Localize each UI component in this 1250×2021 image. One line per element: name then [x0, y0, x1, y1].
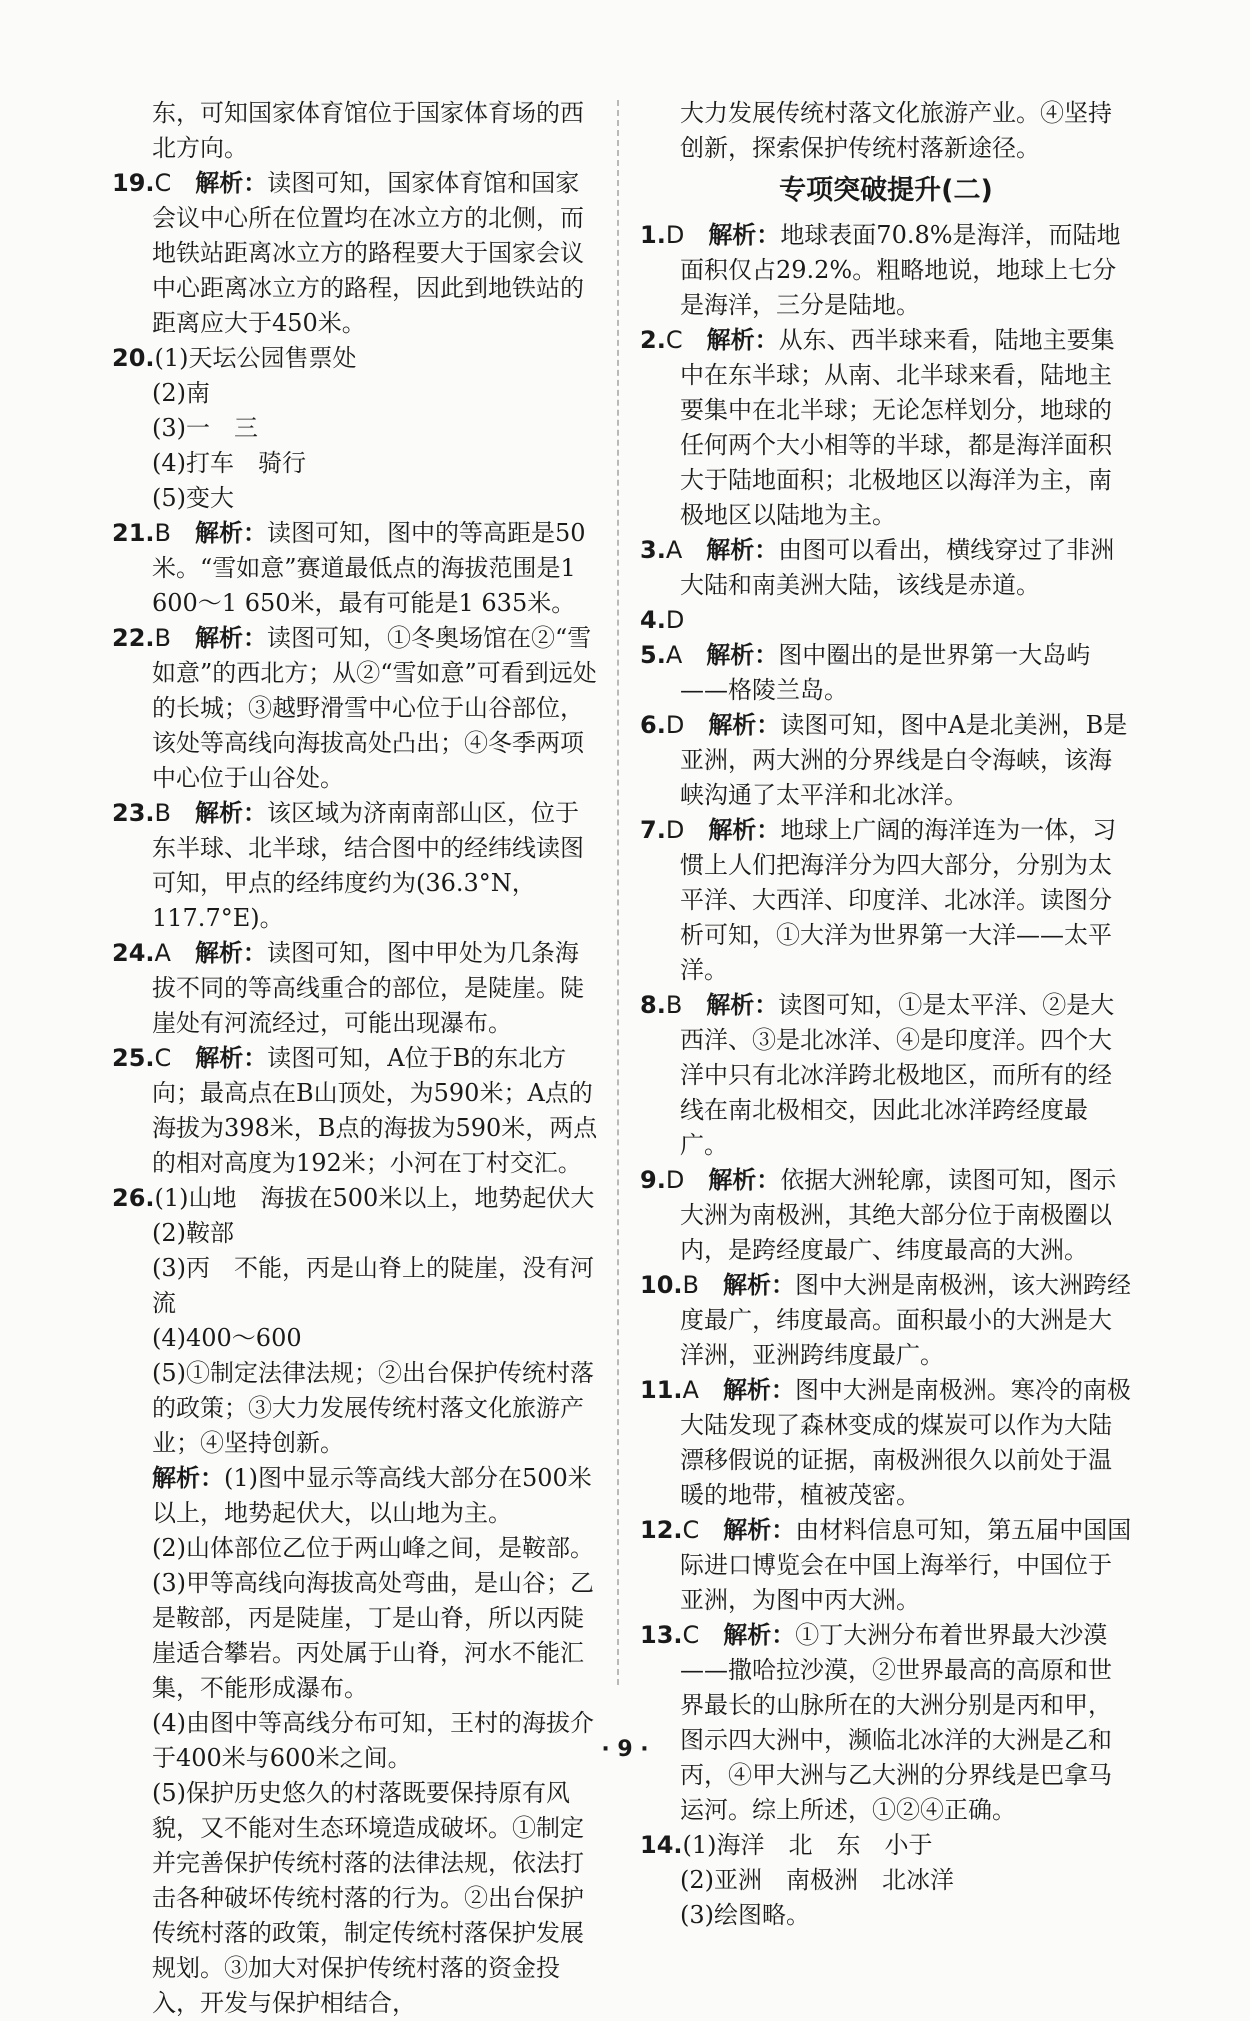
analysis-label: 解析： — [708, 1166, 781, 1194]
answer-25 — [112, 1041, 598, 1181]
analysis-label: 解析： — [706, 991, 779, 1019]
analysis-label: 解析： — [706, 536, 779, 564]
answer-choice: C — [665, 326, 683, 354]
analysis-label: 解析： — [708, 711, 781, 739]
answer-choice: D — [665, 1166, 685, 1194]
sub-answer: (2)南 — [152, 379, 210, 407]
sub-answer: (1)山地 海拔在500米以上，地势起伏大 — [154, 1184, 595, 1212]
analysis-label: 解析： — [708, 816, 781, 844]
answer-6 — [640, 708, 1132, 813]
answer-9 — [640, 1163, 1132, 1268]
answer-24 — [112, 936, 598, 1041]
analysis-paragraph: (2)山体部位乙位于两山峰之间，是鞍部。 — [152, 1534, 594, 1562]
question-number: 23. — [112, 799, 155, 827]
question-number: 4. — [640, 606, 666, 634]
answer-20 — [112, 341, 598, 376]
sub-answer: (4)打车 骑行 — [152, 449, 306, 477]
analysis-label: 解析： — [195, 1044, 268, 1072]
answer-23 — [112, 796, 598, 936]
page-number: · 9 · — [601, 1737, 649, 1762]
sub-answer: (3)绘图略。 — [680, 1901, 810, 1929]
answer-1 — [640, 218, 1132, 323]
analysis-label: 解析： — [722, 1376, 795, 1404]
answer-14 — [640, 1828, 1132, 1863]
analysis-text: 由图可以看出，横线穿过了非洲大陆和南美洲大陆，该线是赤道。 — [680, 536, 1115, 599]
question-number: 24. — [112, 939, 155, 967]
analysis-paragraph — [112, 1461, 598, 1531]
question-number: 26. — [112, 1184, 155, 1212]
analysis-label: 解析： — [706, 326, 779, 354]
analysis-text: 读图可知，图中甲处为几条海拔不同的等高线重合的部位，是陡崖。陡崖处有河流经过，可能出现瀑布。 — [152, 939, 584, 1037]
sub-answer: (2)鞍部 — [152, 1219, 234, 1247]
answer-choice: D — [665, 816, 685, 844]
question-number: 5. — [640, 641, 666, 669]
analysis-label: 解析： — [194, 519, 267, 547]
analysis-text: (1)图中显示等高线大部分在500米以上，地势起伏大，以山地为主。 — [152, 1464, 592, 1527]
analysis-label: 解析： — [194, 799, 267, 827]
question-number: 9. — [640, 1166, 666, 1194]
analysis-paragraph: (4)由图中等高线分布可知，王村的海拔介于400米与600米之间。 — [152, 1709, 594, 1772]
answer-12 — [640, 1513, 1132, 1618]
answer-choice: A — [682, 1376, 699, 1404]
answer-choice: A — [665, 641, 683, 669]
analysis-label: 解析： — [195, 169, 268, 197]
answer-5 — [640, 638, 1132, 708]
right-column — [640, 96, 1132, 1933]
analysis-text: 图中大洲是南极洲。寒冷的南极大陆发现了森林变成的煤炭可以作为大陆漂移假说的证据，南极洲很久以前处于温暖的地带，植被茂密。 — [680, 1376, 1131, 1509]
section-title: 专项突破提升(二) — [779, 175, 993, 206]
question-number: 19. — [112, 169, 155, 197]
answer-choice: B — [665, 991, 683, 1019]
analysis-text: 读图可知，A位于B的东北方向；最高点在B山顶处，为590米；A点的海拔为398米，B点的海拔为590米，两点的相对高度为192米；小河在丁村交汇。 — [152, 1044, 598, 1177]
answer-19 — [112, 166, 598, 341]
analysis-text: 从东、西半球来看，陆地主要集中在东半球；从南、北半球来看，陆地主要集中在北半球；无论怎样划分，地球的任何两个大小相等的半球，都是海洋面积大于陆地面积；北极地区以海洋为主，南极地区以陆地为主。 — [680, 326, 1115, 529]
question-number: 8. — [640, 991, 666, 1019]
question-number: 13. — [640, 1621, 683, 1649]
answer-7 — [640, 813, 1132, 988]
answer-choice: C — [154, 169, 172, 197]
sub-answer: (5)变大 — [152, 484, 234, 512]
question-number: 20. — [112, 344, 155, 372]
question-number: 14. — [640, 1831, 683, 1859]
sub-answer: (4)400～600 — [152, 1324, 302, 1352]
answer-choice: B — [682, 1271, 699, 1299]
answer-21 — [112, 516, 598, 621]
answer-22 — [112, 621, 598, 796]
answer-8 — [640, 988, 1132, 1163]
analysis-paragraph: (5)保护历史悠久的村落既要保持原有风貌，又不能对生态环境造成破坏。①制定并完善保护传统村落的法律法规，依法打击各种破坏传统村落的行为。②出台保护传统村落的政策，制定传统村落保护发展规划。③加大对保护传统村落的资金投入，开发与保护相结合， — [152, 1779, 584, 2017]
answer-choice: A — [665, 536, 683, 564]
sub-answer: (5)①制定法律法规；②出台保护传统村落的政策；③大力发展传统村落文化旅游产业；④坚持创新。 — [152, 1359, 594, 1457]
analysis-label: 解析： — [194, 939, 267, 967]
analysis-label: 解析： — [706, 641, 779, 669]
question-number: 1. — [640, 221, 666, 249]
question-number: 22. — [112, 624, 155, 652]
answer-choice: B — [154, 519, 171, 547]
analysis-label: 解析： — [723, 1516, 796, 1544]
question-number: 3. — [640, 536, 666, 564]
analysis-label: 解析： — [152, 1464, 224, 1492]
analysis-text: 读图可知，①冬奥场馆在②“雪如意”的西北方；从②“雪如意”可看到远处的长城；③越野滑雪中心位于山谷部位，该处等高线向海拔高处凸出；④冬季两项中心位于山谷处。 — [152, 624, 597, 792]
analysis-text: 由材料信息可知，第五届中国国际进口博览会在中国上海举行，中国位于亚洲，为图中丙大洲。 — [680, 1516, 1132, 1614]
answer-3 — [640, 533, 1132, 603]
left-column — [112, 96, 598, 2021]
answer-choice: C — [682, 1621, 700, 1649]
answer-choice: D — [665, 221, 685, 249]
answer-13 — [640, 1618, 1132, 1828]
answer-2 — [640, 323, 1132, 533]
continued-text: 东，可知国家体育馆位于国家体育场的西北方向。 — [152, 99, 584, 162]
analysis-text: 读图可知，图中的等高距是50米。“雪如意”赛道最低点的海拔范围是1 600～1 650米，最有可能是1 635米。 — [152, 519, 586, 617]
analysis-label: 解析： — [722, 1271, 795, 1299]
analysis-text: 图中大洲是南极洲，该大洲跨经度最广，纬度最高。面积最小的大洲是大洋洲，亚洲跨纬度最广。 — [680, 1271, 1131, 1369]
analysis-text: 图中圈出的是世界第一大岛屿——格陵兰岛。 — [680, 641, 1091, 704]
question-number: 12. — [640, 1516, 683, 1544]
analysis-label: 解析： — [194, 624, 267, 652]
analysis-text: 读图可知，图中A是北美洲，B是亚洲，两大洲的分界线是白令海峡，该海峡沟通了太平洋和北冰洋。 — [680, 711, 1128, 809]
question-number: 21. — [112, 519, 155, 547]
analysis-text: 依据大洲轮廓，读图可知，图示大洲为南极洲，其绝大部分位于南极圈以内，是跨经度最广、纬度最高的大洲。 — [680, 1166, 1117, 1264]
question-number: 10. — [640, 1271, 683, 1299]
answer-choice: D — [665, 711, 685, 739]
answer-10 — [640, 1268, 1132, 1373]
answer-11 — [640, 1373, 1132, 1513]
continued-text: 大力发展传统村落文化旅游产业。④坚持创新，探索保护传统村落新途径。 — [680, 99, 1112, 162]
analysis-text: 地球上广阔的海洋连为一体，习惯上人们把海洋分为四大部分，分别为太平洋、大西洋、印度洋、北冰洋。读图分析可知，①大洋为世界第一大洋——太平洋。 — [680, 816, 1117, 984]
analysis-label: 解析： — [708, 221, 781, 249]
question-number: 6. — [640, 711, 666, 739]
analysis-paragraph: (3)甲等高线向海拔高处弯曲，是山谷；乙是鞍部，丙是陡崖，丁是山脊，所以丙陡崖适合攀岩。丙处属于山脊，河水不能汇集，不能形成瀑布。 — [152, 1569, 594, 1702]
answer-choice: B — [154, 799, 171, 827]
analysis-text: 地球表面70.8%是海洋，而陆地面积仅占29.2%。粗略地说，地球上七分是海洋，三分是陆地。 — [680, 221, 1121, 319]
sub-answer: (1)海洋 北 东 小于 — [682, 1831, 933, 1859]
analysis-text: 读图可知，①是太平洋、②是大西洋、③是北冰洋、④是印度洋。四个大洋中只有北冰洋跨北极地区，而所有的经线在南北极相交，因此北冰洋跨经度最广。 — [680, 991, 1115, 1159]
analysis-text: ①丁大洲分布着世界最大沙漠——撒哈拉沙漠，②世界最高的高原和世界最长的山脉所在的大洲分别是丙和甲，图示四大洲中，濒临北冰洋的大洲是乙和丙，④甲大洲与乙大洲的分界线是巴拿马运河。综上所述，①②④正确。 — [680, 1621, 1112, 1824]
answer-26 — [112, 1181, 598, 1216]
sub-answer: (3)丙 不能，丙是山脊上的陡崖，没有河流 — [152, 1254, 594, 1317]
question-number: 2. — [640, 326, 666, 354]
answer-choice: B — [154, 624, 171, 652]
answer-choice: A — [154, 939, 171, 967]
sub-answer: (3)一 三 — [152, 414, 258, 442]
analysis-text: 该区域为济南南部山区，位于东半球、北半球，结合图中的经纬线读图可知，甲点的经纬度约为(36.3°N，117.7°E)。 — [152, 799, 584, 932]
column-divider — [617, 100, 619, 1685]
sub-answer: (1)天坛公园售票处 — [154, 344, 357, 372]
sub-answer: (2)亚洲 南极洲 北冰洋 — [680, 1866, 954, 1894]
answer-choice: D — [665, 606, 685, 634]
answer-4 — [640, 603, 1132, 638]
question-number: 7. — [640, 816, 666, 844]
answer-choice: C — [154, 1044, 172, 1072]
question-number: 11. — [640, 1376, 683, 1404]
analysis-text: 读图可知，国家体育馆和国家会议中心所在位置均在冰立方的北侧，而地铁站距离冰立方的路程要大于国家会议中心距离冰立方的路程，因此到地铁站的距离应大于450米。 — [152, 169, 584, 337]
question-number: 25. — [112, 1044, 155, 1072]
analysis-label: 解析： — [723, 1621, 796, 1649]
answer-choice: C — [682, 1516, 700, 1544]
